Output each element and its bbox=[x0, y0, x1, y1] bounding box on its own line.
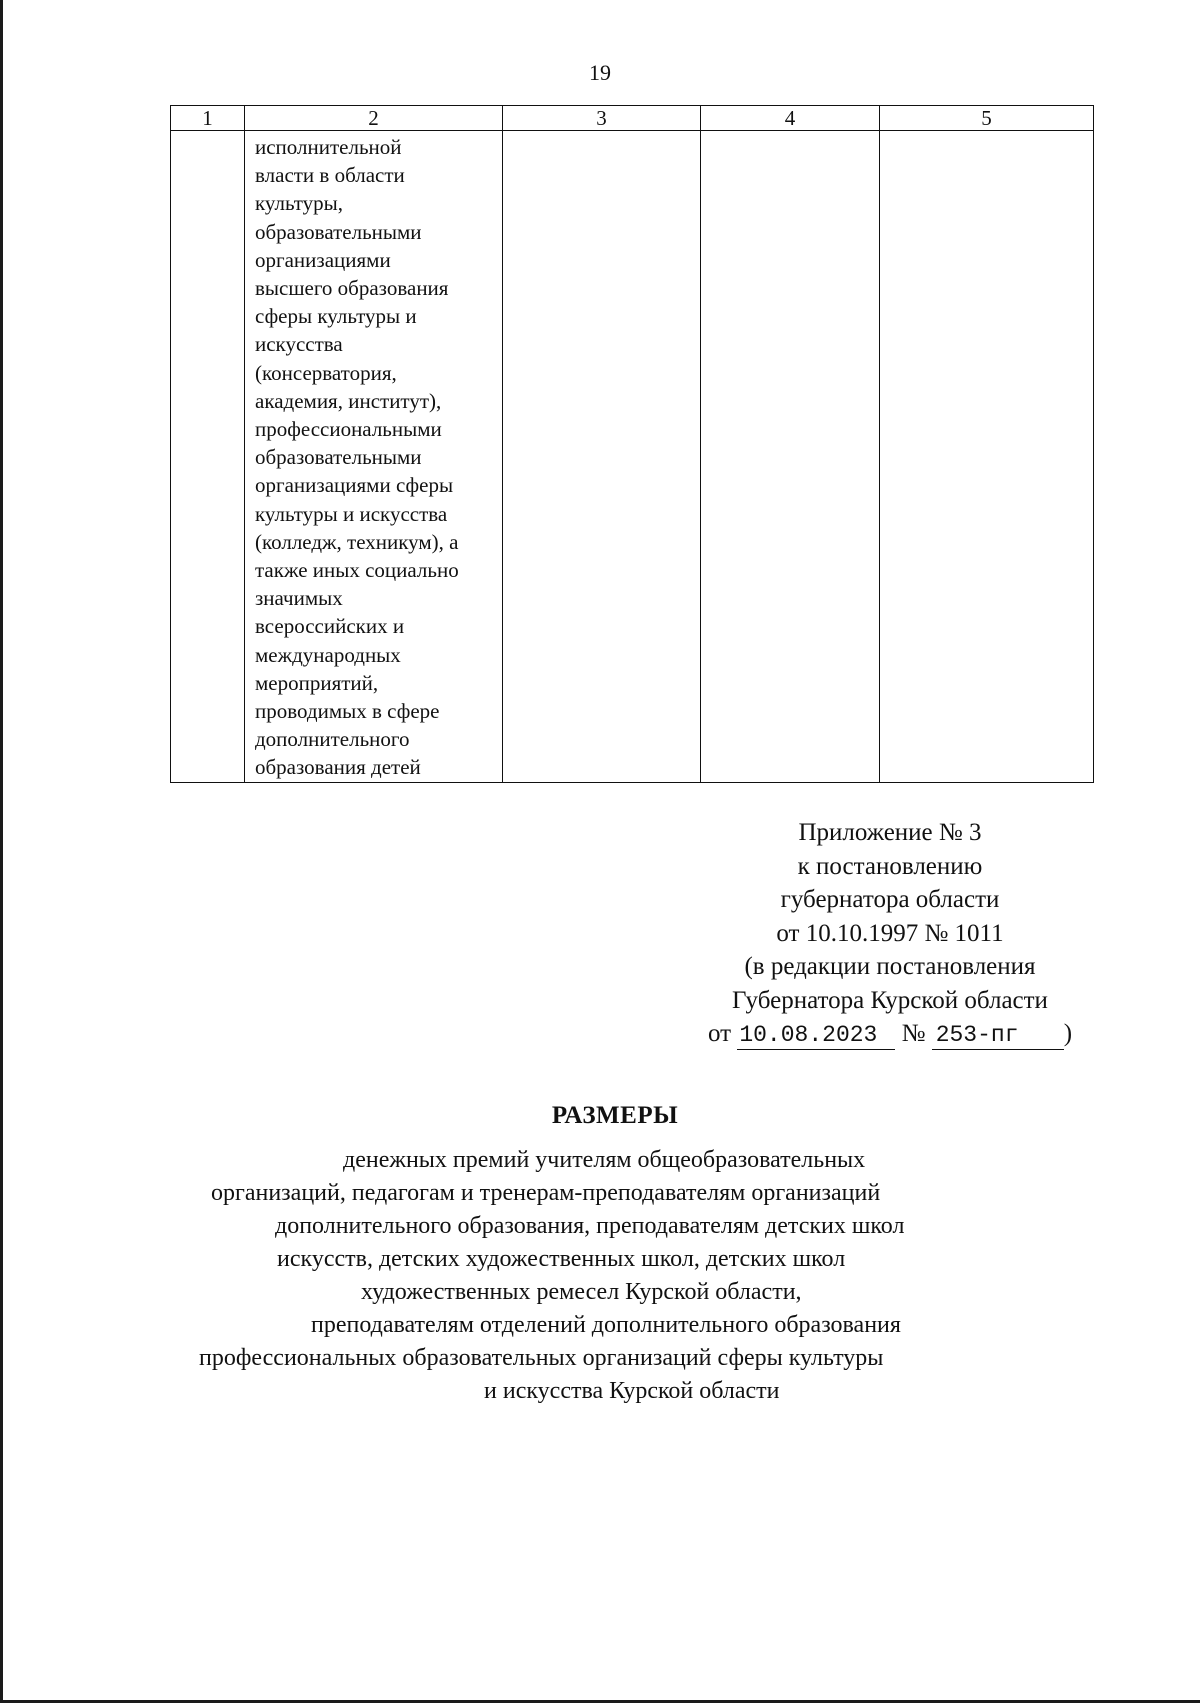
cell-text-line: профессиональными bbox=[255, 417, 442, 442]
cell-text-line: (колледж, техникум), а bbox=[255, 529, 459, 554]
cell-text-line: искусства bbox=[255, 332, 343, 357]
cell-text-line: (консерватория, bbox=[255, 360, 397, 385]
row-cell-4 bbox=[701, 131, 880, 783]
appendix-line: от 10.10.1997 № 1011 bbox=[776, 919, 1004, 947]
row-cell-5 bbox=[880, 131, 1094, 783]
header-cell-4: 4 bbox=[701, 106, 880, 131]
appendix-line: к постановлению bbox=[797, 852, 983, 880]
cell-text-line: исполнительной bbox=[255, 135, 402, 159]
title-line-6: преподавателям отделений дополнительного образования bbox=[311, 1312, 901, 1338]
cell-text-line: дополнительного bbox=[255, 727, 410, 752]
amendment-number: 253-пг bbox=[932, 1021, 1064, 1050]
cell-text-line: организациями сферы bbox=[255, 473, 454, 498]
header-cell-5: 5 bbox=[880, 106, 1094, 131]
amendment-reference bbox=[690, 1017, 1090, 1051]
title-line-2: организаций, педагогам и тренерам-преподавателям организаций bbox=[211, 1180, 881, 1206]
data-table bbox=[170, 105, 1094, 783]
title-line-8: и искусства Курской области bbox=[484, 1378, 780, 1404]
header-cell-3: 3 bbox=[503, 106, 701, 131]
title-line-5: художественных ремесел Курской области, bbox=[361, 1279, 802, 1305]
cell-text-line: высшего образования bbox=[255, 276, 449, 301]
cell-text-line: власти в области bbox=[255, 163, 405, 188]
appendix-line: (в редакции постановления bbox=[744, 953, 1036, 980]
cell-text-line: также иных социально bbox=[255, 558, 459, 583]
page-number: 19 bbox=[589, 60, 611, 85]
cell-text-line: мероприятий, bbox=[255, 670, 379, 695]
cell-text-line: международных bbox=[255, 642, 401, 667]
title-line-3: дополнительного образования, преподавателям детских школ bbox=[275, 1213, 905, 1239]
document-title bbox=[0, 1099, 1200, 1133]
row-cell-1 bbox=[171, 131, 245, 783]
amendment-prefix: от bbox=[707, 1020, 732, 1047]
title-line-4: искусств, детских художественных школ, детских школ bbox=[277, 1246, 846, 1272]
row-cell-3 bbox=[503, 131, 701, 783]
cell-text-line: культуры и искусства bbox=[255, 501, 448, 526]
header-cell-2: 2 bbox=[245, 106, 503, 131]
cell-text-line: сферы культуры и bbox=[255, 304, 417, 329]
cell-text-line: проводимых в сфере bbox=[255, 699, 440, 724]
title-heading: РАЗМЕРЫ bbox=[551, 1102, 679, 1129]
cell-text-line: значимых bbox=[255, 586, 343, 611]
cell-text-line: академия, институт), bbox=[255, 388, 442, 413]
cell-text-line: образования детей bbox=[255, 755, 421, 780]
amendment-closing: ) bbox=[1063, 1020, 1073, 1047]
cell-text-line: организациями bbox=[255, 247, 391, 272]
title-line-7: профессиональных образовательных организаций сферы культуры bbox=[199, 1345, 884, 1371]
table-row bbox=[171, 131, 1094, 783]
scan-border-left bbox=[0, 0, 3, 1703]
header-cell-1: 1 bbox=[171, 106, 245, 131]
cell-text-line: культуры, bbox=[255, 191, 343, 216]
amendment-number-sign: № bbox=[901, 1020, 926, 1047]
continuation-table bbox=[170, 105, 1094, 783]
appendix-line: губернатора области bbox=[780, 886, 1000, 913]
appendix-line: Приложение № 3 bbox=[798, 819, 982, 846]
cell-text-line: образовательными bbox=[255, 219, 422, 244]
cell-text-line: образовательными bbox=[255, 445, 422, 470]
appendix-header bbox=[690, 816, 1090, 1051]
appendix-line: Губернатора Курской области bbox=[732, 986, 1048, 1014]
table-header-row bbox=[171, 106, 1094, 131]
title-line-1: денежных премий учителям общеобразовательных bbox=[343, 1147, 866, 1173]
cell-text-line: всероссийских и bbox=[255, 614, 405, 639]
row-cell-2 bbox=[245, 131, 503, 783]
amendment-date: 10.08.2023 bbox=[737, 1021, 895, 1050]
row-cell-2-text bbox=[245, 131, 502, 782]
